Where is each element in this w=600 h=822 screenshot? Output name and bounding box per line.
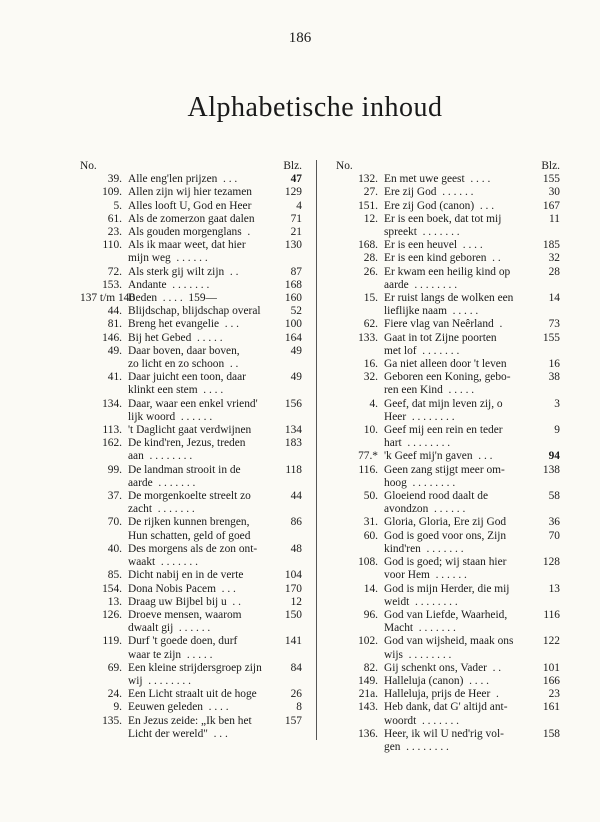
entry-number: 5. (113, 199, 122, 212)
entry-title: Dona Nobis Pacem . . . (128, 582, 236, 595)
column-divider (316, 160, 317, 740)
index-entry (336, 464, 560, 490)
entry-title: Een kleine strijdersgroep zijn wij . . . . . . . . (128, 661, 262, 687)
entry-title: De kind'ren, Jezus, treden aan . . . . . . . . (128, 437, 246, 463)
entry-page: 8 (296, 701, 302, 714)
entry-page: 26 (290, 688, 302, 701)
entry-page: 21 (290, 226, 302, 239)
index-entry (80, 424, 302, 437)
index-list-right (336, 173, 560, 754)
index-entry (336, 398, 560, 424)
column-header (336, 160, 560, 173)
index-entry (336, 239, 560, 252)
entry-page: 183 (284, 437, 302, 450)
index-entry (80, 596, 302, 609)
entry-title: Eeuwen geleden . . . . (128, 701, 229, 714)
entry-number: 133. (358, 331, 378, 344)
index-entry (336, 490, 560, 516)
entry-title: Bij het Gebed . . . . . (128, 331, 223, 344)
entry-page: 158 (542, 727, 560, 740)
entry-number: 99. (107, 463, 122, 476)
entry-title: Er ruist langs de wolken een lieflijke naam . . . . . (384, 292, 514, 318)
entry-number: 44. (107, 305, 122, 318)
entry-number: 109. (102, 186, 122, 199)
index-entry (80, 543, 302, 569)
entry-number: 168. (358, 239, 378, 252)
entry-number: 37. (107, 490, 122, 503)
entry-title: Ere zij God . . . . . . (384, 186, 474, 199)
entry-title: Geef, dat mijn leven zij, o Heer . . . . . . . . (384, 397, 503, 423)
entry-number: 24. (107, 688, 122, 701)
index-entry (336, 609, 560, 635)
entry-page: 155 (542, 331, 560, 344)
entry-title: Er is een boek, dat tot mij spreekt . . . . . . . (384, 212, 502, 239)
index-entry (80, 609, 302, 635)
entry-title: Alle eng'len prijzen . . . (128, 173, 238, 186)
index-entry (80, 490, 302, 516)
entry-title: Een Licht straalt uit de hoge (128, 688, 257, 701)
index-entry (80, 226, 302, 239)
entry-title: God is goed voor ons, Zijn kind'ren . . . . . . . (384, 529, 507, 555)
entry-number: 13. (107, 595, 122, 608)
index-entry (336, 200, 560, 213)
entry-number: 162. (102, 437, 122, 450)
entry-page: 164 (284, 331, 302, 344)
entry-title: Alles looft U, God en Heer (128, 199, 252, 212)
entry-number: 126. (102, 608, 122, 621)
index-entry (80, 173, 302, 186)
index-entry (336, 675, 560, 688)
entry-title: En met uwe geest . . . . (384, 173, 491, 186)
page-title: Alphabetische inhoud (187, 92, 443, 123)
entry-title: Beden . . . . 159— (128, 292, 217, 305)
column-header (80, 160, 302, 173)
index-entry (336, 371, 560, 397)
entry-page: 58 (548, 490, 560, 503)
entry-title: Als ik maar weet, dat hier mijn weg . . . . . . (128, 239, 246, 265)
entry-number: 69. (107, 661, 122, 674)
entry-page: 38 (548, 371, 560, 384)
header-blz: Blz. (283, 160, 302, 172)
entry-page: 70 (548, 529, 560, 542)
entry-title: Des morgens als de zon ont- waakt . . . . . . . (128, 542, 258, 569)
entry-title: De landman strooit in de aarde . . . . . . . (128, 463, 241, 489)
index-entry (336, 583, 560, 609)
entry-title: God van Liefde, Waarheid, Macht . . . . . . . (384, 608, 508, 635)
entry-title: Halleluja (canon) . . . . (384, 674, 490, 687)
entry-title: Halleluja, prijs de Heer . (384, 688, 499, 701)
entry-number: 16. (363, 358, 378, 371)
header-blz: Blz. (541, 160, 560, 172)
entry-number: 134. (102, 397, 122, 410)
entry-page: 47 (290, 173, 302, 186)
entry-number: 40. (107, 542, 122, 555)
index-column-left (80, 160, 302, 741)
entry-page: 32 (548, 252, 560, 265)
entry-page: 12 (290, 595, 302, 608)
index-entry (336, 173, 560, 186)
entry-number: 61. (107, 212, 122, 225)
entry-title: En Jezus zeide: „Ik ben het Licht der wereld" . . . (128, 714, 252, 740)
entry-title: God is mijn Herder, die mij weidt . . . . . . . . (384, 582, 510, 608)
entry-title: Andante . . . . . . . (128, 278, 210, 291)
index-entry (336, 252, 560, 265)
entry-number: 119. (102, 635, 122, 648)
index-entry (336, 358, 560, 371)
entry-number: 32. (363, 371, 378, 384)
header-no: No. (80, 160, 97, 172)
entry-number: 113. (102, 424, 122, 437)
entry-page: 9 (554, 424, 560, 437)
entry-page: 49 (290, 371, 302, 384)
index-entry (336, 662, 560, 675)
entry-title: Geen zang stijgt meer om- hoog . . . . . . . . (384, 463, 505, 489)
entry-page: 160 (284, 292, 302, 305)
entry-page: 157 (284, 714, 302, 727)
entry-title: 't Daglicht gaat verdwijnen (128, 424, 252, 437)
index-entry (80, 715, 302, 741)
index-entry (80, 437, 302, 463)
index-entry (80, 583, 302, 596)
entry-number: 28. (363, 252, 378, 265)
entry-page: 87 (290, 265, 302, 278)
entry-page: 166 (542, 674, 560, 687)
header-no: No. (336, 160, 353, 172)
index-entry (336, 292, 560, 318)
entry-page: 28 (548, 265, 560, 278)
entry-title: Dicht nabij en in de verte (128, 569, 244, 582)
index-list-left (80, 173, 302, 741)
entry-number: 132. (358, 173, 378, 186)
index-entry (80, 464, 302, 490)
entry-number: 50. (363, 490, 378, 503)
entry-title: Geboren een Koning, gebo- ren een Kind . . . . . (384, 371, 511, 397)
entry-number: 60. (363, 529, 378, 542)
entry-page: 104 (284, 569, 302, 582)
entry-page: 84 (290, 661, 302, 674)
index-entry (80, 305, 302, 318)
entry-title: Er kwam een heilig kind op aarde . . . . . . . . (384, 265, 511, 291)
entry-page: 122 (542, 635, 560, 648)
entry-title: Geef mij een rein en teder hart . . . . . . . . (384, 424, 503, 450)
index-entry (80, 569, 302, 582)
entry-number: 85. (107, 569, 122, 582)
entry-number: 49. (107, 344, 122, 357)
index-column-right (336, 160, 560, 754)
index-entry (80, 292, 302, 305)
entry-page: 94 (548, 450, 560, 463)
entry-number: 31. (363, 516, 378, 529)
index-entry (336, 635, 560, 661)
entry-page: 155 (542, 173, 560, 186)
index-entry (80, 239, 302, 265)
entry-title: Daar boven, daar boven, zo licht en zo schoon . . (128, 344, 240, 371)
entry-page: 49 (290, 344, 302, 357)
entry-number: 151. (358, 199, 378, 212)
entry-page: 167 (542, 199, 560, 212)
entry-title: Daar juicht een toon, daar klinkt een stem . . . . (128, 371, 246, 397)
entry-number: 10. (363, 424, 378, 437)
page-number: 186 (288, 30, 312, 46)
index-entry (336, 688, 560, 701)
entry-page: 23 (548, 688, 560, 701)
entry-number: 72. (107, 265, 122, 278)
index-entry (336, 332, 560, 358)
entry-title: Er is een heuvel . . . . (384, 239, 483, 252)
entry-title: Draag uw Bijbel bij u . . (128, 595, 241, 608)
index-entry (336, 516, 560, 529)
entry-page: 116 (543, 608, 560, 621)
entry-page: 52 (290, 305, 302, 318)
entry-page: 150 (284, 608, 302, 621)
index-entry (80, 266, 302, 279)
index-entry (80, 662, 302, 688)
index-entry (80, 371, 302, 397)
index-entry (336, 186, 560, 199)
entry-number: 154. (102, 582, 122, 595)
entry-title: Durf 't goede doen, durf waar te zijn . . . . . (128, 635, 238, 661)
entry-page: 36 (548, 516, 560, 529)
entry-page: 168 (284, 278, 302, 291)
index-entry (80, 516, 302, 542)
index-entry (336, 318, 560, 331)
entry-page: 138 (542, 463, 560, 476)
index-entry (80, 701, 302, 714)
index-entry (80, 200, 302, 213)
entry-title: Gij schenkt ons, Vader . . (384, 661, 502, 674)
entry-page: 30 (548, 186, 560, 199)
entry-number: 23. (107, 226, 122, 239)
entry-number: 135. (102, 714, 122, 727)
entry-page: 129 (284, 186, 302, 199)
entry-number: 9. (113, 701, 122, 714)
entry-number: 102. (358, 635, 378, 648)
entry-title: Als sterk gij wilt zijn . . (128, 265, 239, 278)
entry-title: De morgenkoelte streelt zo zacht . . . . . . . (128, 490, 251, 516)
entry-number: 70. (107, 516, 122, 529)
entry-page: 73 (548, 318, 560, 331)
entry-page: 161 (542, 701, 560, 714)
entry-page: 4 (296, 199, 302, 212)
entry-title: Er is een kind geboren . . (384, 252, 501, 265)
entry-title: God van wijsheid, maak ons wijs . . . . . . . . (384, 635, 514, 661)
entry-number: 146. (102, 331, 122, 344)
index-entry (80, 635, 302, 661)
entry-number: 149. (358, 674, 378, 687)
entry-page: 14 (548, 292, 560, 305)
entry-page: 134 (284, 424, 302, 437)
index-entry (80, 345, 302, 371)
entry-number: 116. (358, 463, 378, 476)
index-entry (336, 701, 560, 727)
entry-page: 3 (554, 397, 560, 410)
index-entry (80, 688, 302, 701)
entry-page: 11 (549, 212, 560, 225)
entry-number: 4. (369, 397, 378, 410)
index-entry (80, 332, 302, 345)
entry-number: 136. (358, 727, 378, 740)
index-entry (336, 450, 560, 463)
entry-page: 13 (548, 582, 560, 595)
index-entry (80, 213, 302, 226)
entry-number: 143. (358, 701, 378, 714)
entry-title: Ere zij God (canon) . . . (384, 199, 495, 212)
entry-title: Gloeiend rood daalt de avondzon . . . . . . (384, 490, 489, 516)
entry-title: Heb dank, dat G' altijd ant- woordt . . . . . . . (384, 701, 508, 727)
entry-number: 77.* (358, 450, 378, 463)
entry-number: 12. (363, 212, 378, 225)
entry-page: 16 (548, 358, 560, 371)
entry-page: 44 (290, 490, 302, 503)
entry-number: 27. (363, 186, 378, 199)
entry-title: Allen zijn wij hier tezamen (128, 186, 252, 199)
index-entry (336, 213, 560, 239)
entry-page: 100 (284, 318, 302, 331)
entry-page: 118 (285, 463, 302, 476)
entry-title: Fiere vlag van Neêrland . (384, 318, 503, 331)
entry-page: 130 (284, 239, 302, 252)
entry-number: 110. (102, 239, 122, 252)
index-entry (336, 266, 560, 292)
entry-page: 170 (284, 582, 302, 595)
entry-number: 137 t/m 140 (80, 292, 136, 305)
entry-page: 71 (290, 212, 302, 225)
entry-number: 41. (107, 371, 122, 384)
entry-title: Daar, waar een enkel vriend' lijk woord . . . . . . (128, 397, 258, 423)
entry-number: 108. (358, 556, 378, 569)
entry-title: Heer, ik wil U ned'rig vol- gen . . . . . . . . (384, 727, 504, 753)
index-entry (336, 728, 560, 754)
entry-title: De rijken kunnen brengen, Hun schatten, geld of goed (128, 516, 251, 542)
entry-number: 14. (363, 582, 378, 595)
entry-number: 62. (363, 318, 378, 331)
entry-number: 96. (363, 608, 378, 621)
index-entry (336, 530, 560, 556)
entry-page: 101 (542, 661, 560, 674)
entry-number: 82. (363, 661, 378, 674)
index-entry (336, 556, 560, 582)
entry-title: Blijdschap, blijdschap overal (128, 305, 261, 318)
entry-page: 141 (284, 635, 302, 648)
entry-title: Gloria, Gloria, Ere zij God (384, 516, 507, 529)
entry-title: Ga niet alleen door 't leven (384, 358, 507, 371)
entry-number: 15. (363, 292, 378, 305)
entry-page: 185 (542, 239, 560, 252)
entry-page: 128 (542, 556, 560, 569)
entry-number: 21a. (358, 688, 378, 701)
entry-title: Gaat in tot Zijne poorten met lof . . . . . . . (384, 331, 497, 357)
entry-page: 48 (290, 542, 302, 555)
index-entry (80, 186, 302, 199)
entry-number: 81. (107, 318, 122, 331)
index-entry (80, 398, 302, 424)
entry-title: Als de zomerzon gaat dalen (128, 212, 255, 225)
index-entry (80, 318, 302, 331)
entry-page: 156 (284, 397, 302, 410)
index-entry (80, 279, 302, 292)
entry-title: 'k Geef mij'n gaven . . . (384, 450, 493, 463)
index-entry (336, 424, 560, 450)
entry-title: Droeve mensen, waarom dwaalt gij . . . . . . (128, 608, 242, 635)
entry-title: Breng het evangelie . . . (128, 318, 240, 331)
entry-number: 26. (363, 265, 378, 278)
entry-number: 39. (107, 173, 122, 186)
entry-title: God is goed; wij staan hier voor Hem . . . . . . (384, 556, 507, 582)
entry-title: Als gouden morgenglans . (128, 226, 251, 239)
entry-number: 153. (102, 278, 122, 291)
entry-page: 86 (290, 516, 302, 529)
